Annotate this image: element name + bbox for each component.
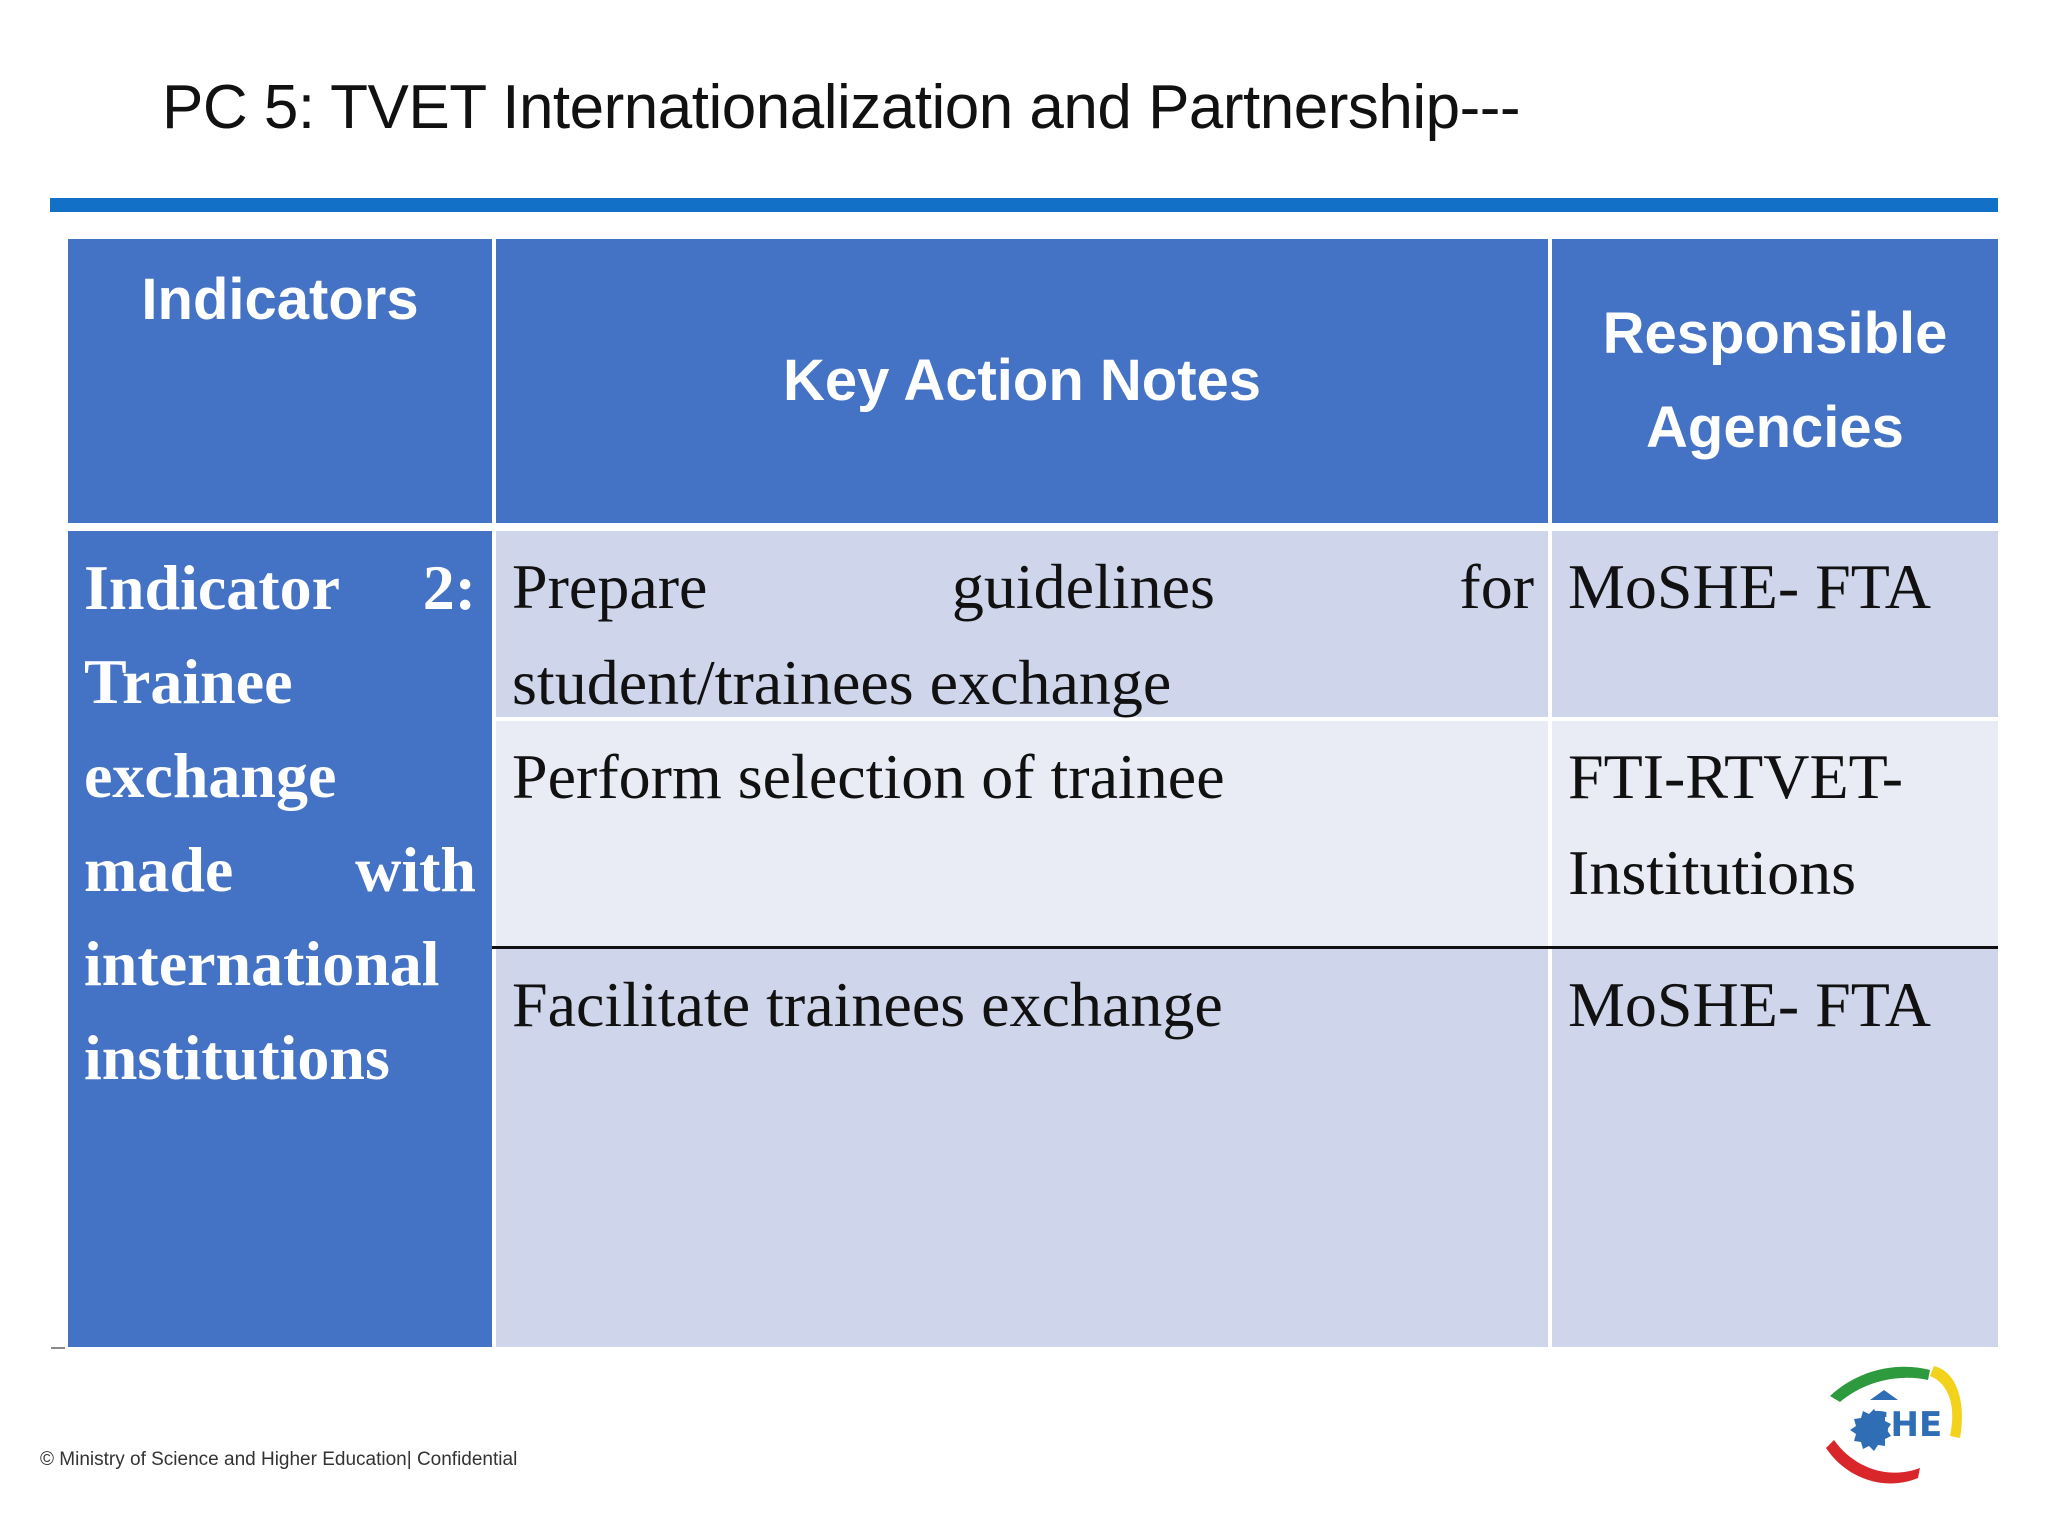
header-responsible-agencies	[1552, 239, 1998, 523]
logo-text: SHE	[1866, 1405, 1943, 1445]
slide-title: PC 5: TVET Internationalization and Partnership---	[162, 73, 1521, 142]
indicator-line: international	[84, 928, 440, 999]
indicator-word: Indicator	[84, 552, 340, 623]
action-text: Facilitate trainees exchange	[512, 969, 1223, 1040]
action-word: Prepare	[512, 551, 708, 622]
table-corner-tick	[51, 1347, 65, 1349]
header-indicators-label: Indicators	[141, 267, 419, 332]
agency-line: FTI-RTVET-	[1568, 741, 1904, 812]
table-row-3-action	[496, 949, 1548, 1347]
indicator-word: 2:	[422, 552, 476, 623]
action-text: Perform selection of trainee	[512, 741, 1225, 812]
action-line	[512, 539, 1534, 635]
agency-line: Institutions	[1568, 837, 1857, 908]
header-key-action-notes-label: Key Action Notes	[782, 348, 1262, 413]
indicator-line	[84, 823, 476, 917]
indicator-line	[84, 541, 476, 635]
indicator-line: Trainee	[84, 646, 293, 717]
she-logo-icon	[1810, 1356, 1980, 1496]
action-word: for	[1459, 551, 1534, 622]
table-row-3-agency	[1552, 949, 1998, 1347]
action-word: guidelines	[951, 551, 1215, 622]
indicator-cell	[68, 531, 492, 1347]
indicator-word: with	[355, 834, 476, 905]
indicator-table	[68, 239, 1998, 1347]
header-responsible-agencies-line2: Agencies	[1646, 395, 1904, 460]
indicator-line: exchange	[84, 740, 337, 811]
agency-text: MoSHE- FTA	[1568, 551, 1931, 622]
table-row-2-agency	[1552, 721, 1998, 947]
indicator-line: institutions	[84, 1022, 390, 1093]
header-responsible-agencies-line1: Responsible	[1602, 301, 1948, 366]
table-row-2-action	[496, 721, 1548, 947]
indicator-word: made	[84, 834, 234, 905]
table-row-1-action	[496, 531, 1548, 717]
footer-copyright: © Ministry of Science and Higher Education| Confidential	[40, 1449, 518, 1470]
title-divider	[50, 198, 1998, 212]
agency-text: MoSHE- FTA	[1568, 969, 1931, 1040]
action-line: student/trainees exchange	[512, 647, 1172, 718]
table-row-1-agency	[1552, 531, 1998, 717]
header-indicators	[68, 239, 492, 523]
logo-roof-shape	[1870, 1390, 1898, 1400]
header-key-action-notes	[496, 239, 1548, 523]
